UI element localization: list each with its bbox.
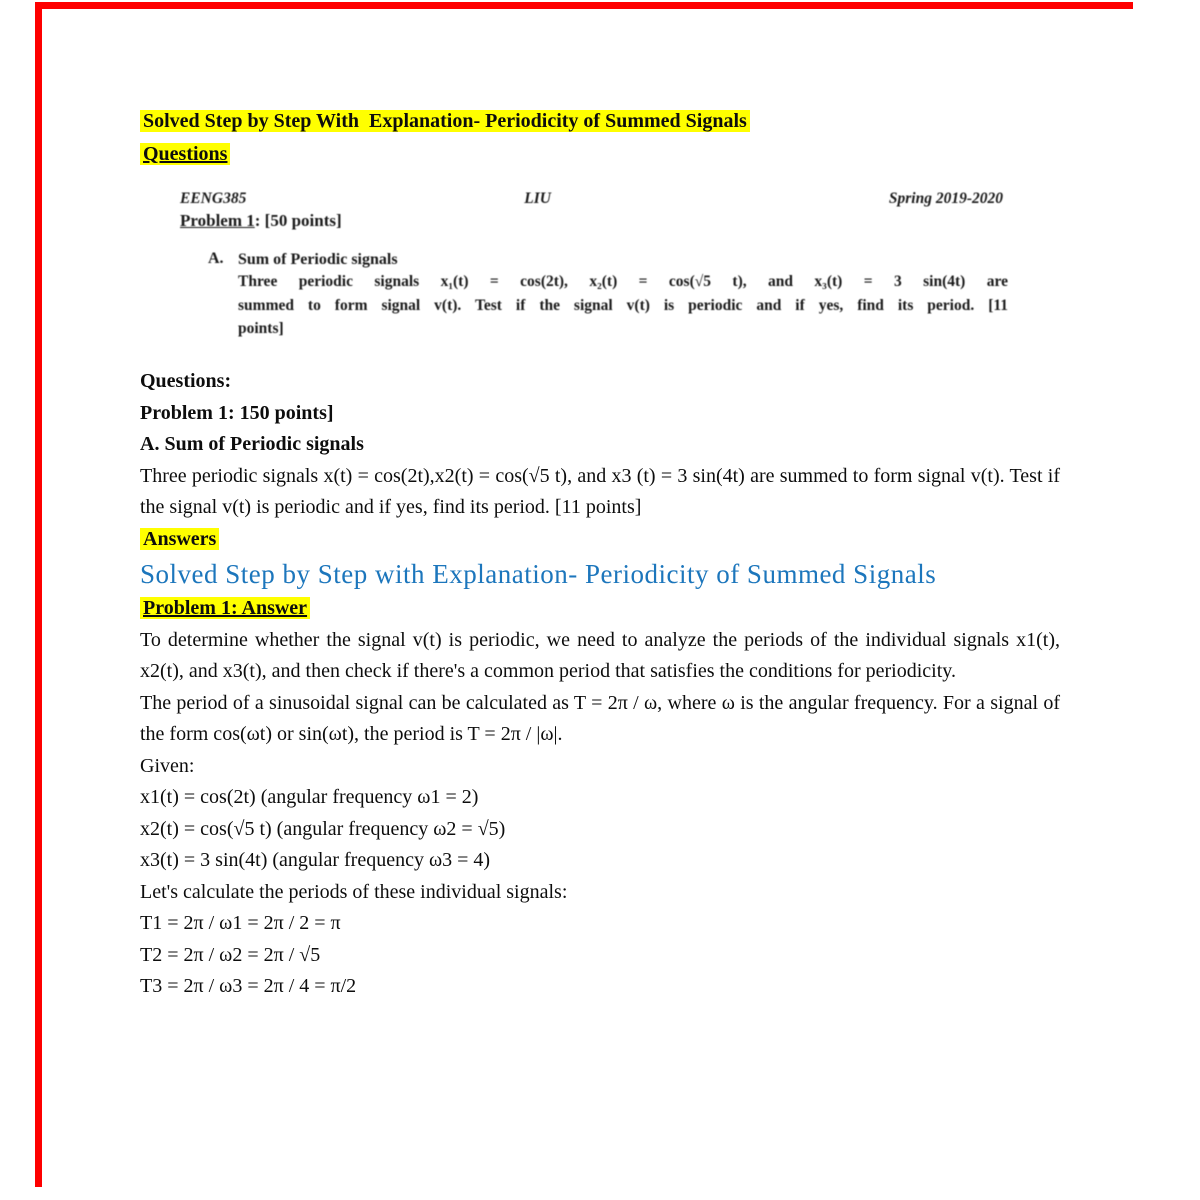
- institution-name: LIU: [524, 190, 551, 207]
- scan-body-line-1: Three periodic signals x₁(t) = cos(2t), x₂(t) = cos(√5 t), and x₃(t) = 3 sin(4t) are: [238, 273, 1008, 290]
- answers-label-line: [140, 524, 1060, 556]
- scan-part-label: A.: [208, 250, 224, 267]
- questions-heading: Questions:: [140, 370, 232, 392]
- questions-label: Questions: [140, 143, 230, 165]
- scan-part-a: [180, 250, 1008, 341]
- page-border-top: [35, 2, 1133, 9]
- question-body-paragraph: Three periodic signals x(t) = cos(2t),x2(t) = cos(√5 t), and x3 (t) = 3 sin(4t) are summed to form signal v(t). Test if the signal v(t) is periodic and if yes, find its period. [11 points]: [140, 464, 1060, 518]
- scan-problem-heading: [180, 210, 1003, 232]
- document-header: [140, 105, 1100, 171]
- problem-answer-label: Problem 1: Answer: [140, 597, 310, 619]
- scan-body-line-2: summed to form signal v(t). Test if the signal v(t) is periodic and if yes, find its period. [11: [238, 296, 1008, 314]
- problem-heading: Problem 1: 150 points]: [140, 401, 334, 424]
- answer-paragraph-2: The period of a sinusoidal signal can be calculated as T = 2π / ω, where ω is the angular frequency. For a signal of the form cos(ωt) or sin(ωt), the period is T = 2π / |ω|.: [140, 691, 1060, 745]
- exam-scan-image: [180, 190, 1008, 341]
- page-border-left: [35, 2, 42, 1187]
- calc-intro-line: Let's calculate the periods of these individual signals:: [140, 880, 568, 903]
- course-code: EENG385: [180, 190, 247, 207]
- period-line-t2: T2 = 2π / ω2 = 2π / √5: [140, 943, 321, 966]
- part-heading: A. Sum of Periodic signals: [140, 433, 364, 455]
- answer-paragraph-1: To determine whether the signal v(t) is periodic, we need to analyze the periods of the individual signals x1(t), x2(t), and x3(t), and then check if there's a common period that satisfies the conditions for periodicity.: [140, 628, 1060, 682]
- scan-problem-points: : [50 points]: [254, 211, 342, 230]
- document-title: Solved Step by Step With Explanation- Periodicity of Summed Signals: [140, 110, 750, 132]
- scan-problem-label: Problem 1: [180, 211, 255, 230]
- answers-label: Answers: [140, 528, 219, 550]
- questions-label-line: [140, 138, 1100, 171]
- given-line-x1: x1(t) = cos(2t) (angular frequency ω1 = 2): [140, 786, 479, 808]
- scan-problem-body: [238, 270, 1008, 341]
- given-line-x3: x3(t) = 3 sin(4t) (angular frequency ω3 = 4): [140, 849, 491, 871]
- term-label: Spring 2019-2020: [888, 190, 1003, 207]
- document-body: [140, 366, 1060, 1003]
- scan-part-title: Sum of Periodic signals: [238, 251, 398, 268]
- period-line-t1: T1 = 2π / ω1 = 2π / 2 = π: [140, 912, 341, 934]
- period-line-t3: T3 = 2π / ω3 = 2π / 4 = π/2: [140, 975, 357, 997]
- given-label: Given:: [140, 754, 195, 777]
- document-title-line: [140, 105, 1100, 138]
- problem-answer-line: [140, 593, 1060, 625]
- answers-heading: Solved Step by Step with Explanation- Periodicity of Summed Signals: [140, 559, 937, 589]
- given-line-x2: x2(t) = cos(√5 t) (angular frequency ω2 = √5): [140, 817, 506, 840]
- exam-scan-meta-row: [180, 190, 1003, 208]
- scan-body-line-3: points]: [238, 320, 284, 337]
